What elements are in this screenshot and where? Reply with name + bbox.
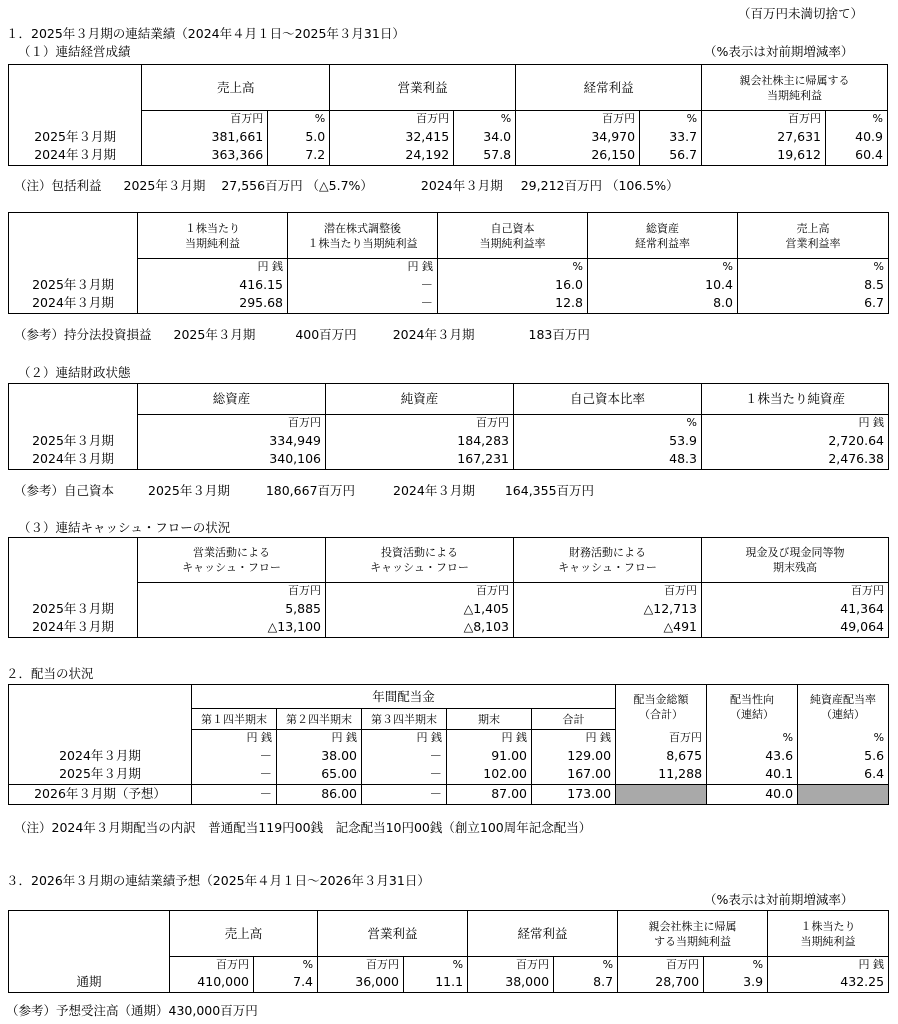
shaded-cell [798, 784, 889, 804]
header-eps: １株当たり 当期純利益 [768, 911, 889, 957]
table-row [9, 431, 889, 450]
value-cell: 40.1 [707, 765, 798, 784]
unit-cell: 円 銭 [768, 957, 889, 974]
operating-results-table [8, 64, 888, 166]
unit-cell: % [704, 957, 768, 974]
unit-cell: % [798, 730, 889, 747]
header-operating-profit: 営業利益 [330, 65, 516, 111]
value-cell: 381,661 [142, 127, 268, 146]
header-ordinary-profit: 経常利益 [468, 911, 618, 957]
forecast-table [8, 910, 889, 993]
value-cell: 5.0 [268, 127, 330, 146]
value-cell: 7.4 [254, 973, 318, 992]
value-cell: 53.9 [514, 431, 702, 450]
value-cell: 38.00 [277, 746, 362, 765]
table-row [9, 127, 888, 146]
unit-cell: 百万円 [618, 957, 704, 974]
table-row [9, 618, 889, 637]
value-cell: 6.7 [738, 294, 889, 313]
value-cell: 184,283 [326, 431, 514, 450]
unit-cell: % [707, 730, 798, 747]
unit-cell: 円 銭 [532, 730, 616, 747]
value-cell: 5.6 [798, 746, 889, 765]
unit-cell: 百万円 [516, 111, 640, 128]
unit-cell: % [454, 111, 516, 128]
value-cell: 38,000 [468, 973, 554, 992]
value-cell: 24,192 [330, 146, 454, 165]
header-annual-dividends: 年間配当金 [192, 685, 616, 709]
unit-note: （百万円未満切捨て） [738, 6, 864, 21]
value-cell: 11.1 [404, 973, 468, 992]
equity-method-note: （参考）持分法投資損益 2025年３月期 400百万円 2024年３月期 183百万円 [14, 327, 590, 342]
header-eps: １株当たり 当期純利益 [138, 213, 288, 259]
shaded-cell [616, 784, 707, 804]
value-cell: 295.68 [138, 294, 288, 313]
unit-cell: 百万円 [330, 111, 454, 128]
value-cell: － [362, 784, 447, 804]
unit-cell: 円 銭 [192, 730, 277, 747]
value-cell: 16.0 [438, 275, 588, 294]
unit-cell: 百万円 [616, 730, 707, 747]
header-cash-balance: 現金及び現金同等物 期末残高 [702, 538, 889, 583]
row-label: 2024年３月期 [9, 618, 138, 637]
header-operating-margin: 売上高 営業利益率 [738, 213, 889, 259]
row-label: 2025年３月期 [9, 431, 138, 450]
unit-cell: % [554, 957, 618, 974]
unit-cell: 百万円 [138, 583, 326, 600]
row-label: 2024年３月期 [9, 746, 192, 765]
value-cell: △12,713 [514, 599, 702, 618]
table-row [9, 275, 889, 294]
value-cell: 2,476.38 [702, 450, 889, 469]
value-cell: － [288, 275, 438, 294]
table-row [9, 973, 889, 992]
unit-cell: 円 銭 [702, 415, 889, 432]
row-label: 2025年３月期 [9, 765, 192, 784]
header-total-dividends: 配当金総額 （合計） [616, 685, 707, 730]
header-equity-ratio: 自己資本比率 [514, 384, 702, 415]
value-cell: △8,103 [326, 618, 514, 637]
unit-cell: 円 銭 [277, 730, 362, 747]
value-cell: 102.00 [447, 765, 532, 784]
unit-cell: % [268, 111, 330, 128]
unit-cell: % [254, 957, 318, 974]
value-cell: 2,720.64 [702, 431, 889, 450]
row-label: 2024年３月期 [9, 450, 138, 469]
header-operating-cf: 営業活動による キャッシュ・フロー [138, 538, 326, 583]
value-cell: 32,415 [330, 127, 454, 146]
value-cell: 8.5 [738, 275, 889, 294]
value-cell: 56.7 [640, 146, 702, 165]
table-row [9, 450, 889, 469]
value-cell: 3.9 [704, 973, 768, 992]
value-cell: 91.00 [447, 746, 532, 765]
value-cell: 8.7 [554, 973, 618, 992]
unit-cell: % [404, 957, 468, 974]
value-cell: － [192, 746, 277, 765]
unit-cell: % [738, 259, 889, 276]
value-cell: 43.6 [707, 746, 798, 765]
header-net-income: 親会社株主に帰属する 当期純利益 [702, 65, 888, 111]
table-row [9, 599, 889, 618]
unit-cell: 円 銭 [138, 259, 288, 276]
value-cell: 5,885 [138, 599, 326, 618]
value-cell: 340,106 [138, 450, 326, 469]
row-label: 2025年３月期 [9, 599, 138, 618]
table-row [9, 294, 889, 313]
header-financing-cf: 財務活動による キャッシュ・フロー [514, 538, 702, 583]
unit-cell: 百万円 [326, 415, 514, 432]
header-bps: １株当たり純資産 [702, 384, 889, 415]
subsection-2-title: （２）連結財政状態 [18, 365, 131, 380]
value-cell: 41,364 [702, 599, 889, 618]
row-label: 2025年３月期 [9, 275, 138, 294]
unit-cell: 百万円 [138, 415, 326, 432]
forecast-pct-note: （%表示は対前期増減率） [704, 892, 854, 907]
table-row [9, 784, 889, 804]
unit-cell: 百万円 [468, 957, 554, 974]
unit-cell: % [826, 111, 888, 128]
header-roa: 総資産 経常利益率 [588, 213, 738, 259]
cash-flow-table [8, 537, 889, 638]
value-cell: 416.15 [138, 275, 288, 294]
unit-cell: % [640, 111, 702, 128]
header-sales: 売上高 [170, 911, 318, 957]
value-cell: 36,000 [318, 973, 404, 992]
header-payout-ratio: 配当性向 （連結） [707, 685, 798, 730]
value-cell: 34.0 [454, 127, 516, 146]
value-cell: － [192, 765, 277, 784]
header-net-income: 親会社株主に帰属 する当期純利益 [618, 911, 768, 957]
header-q3: 第３四半期末 [362, 709, 447, 730]
value-cell: 27,631 [702, 127, 826, 146]
value-cell: 167,231 [326, 450, 514, 469]
value-cell: 60.4 [826, 146, 888, 165]
value-cell: － [362, 765, 447, 784]
header-q2: 第２四半期末 [277, 709, 362, 730]
order-forecast-note: （参考）予想受注高（通期）430,000百万円 [6, 1003, 258, 1018]
header-sales: 売上高 [142, 65, 330, 111]
unit-cell: 百万円 [170, 957, 254, 974]
row-label: 2024年３月期 [9, 294, 138, 313]
unit-cell: % [514, 415, 702, 432]
value-cell: － [192, 784, 277, 804]
header-total: 合計 [532, 709, 616, 730]
unit-cell: 百万円 [702, 583, 889, 600]
value-cell: 87.00 [447, 784, 532, 804]
dividends-table [8, 684, 889, 805]
unit-cell: 百万円 [318, 957, 404, 974]
dividend-note: （注）2024年３月期配当の内訳 普通配当119円00銭 記念配当10円00銭（創立100周年記念配当） [14, 820, 592, 835]
unit-cell: % [438, 259, 588, 276]
financial-position-table [8, 383, 889, 470]
value-cell: 8.0 [588, 294, 738, 313]
header-ordinary-profit: 経常利益 [516, 65, 702, 111]
value-cell: 11,288 [616, 765, 707, 784]
value-cell: 173.00 [532, 784, 616, 804]
unit-cell: 円 銭 [362, 730, 447, 747]
value-cell: △491 [514, 618, 702, 637]
equity-capital-note: （参考）自己資本 2025年３月期 180,667百万円 2024年３月期 164,355百万円 [14, 483, 595, 498]
value-cell: 7.2 [268, 146, 330, 165]
value-cell: 33.7 [640, 127, 702, 146]
value-cell: 86.00 [277, 784, 362, 804]
value-cell: 57.8 [454, 146, 516, 165]
header-net-assets: 純資産 [326, 384, 514, 415]
table-row [9, 746, 889, 765]
subsection-3-title: （３）連結キャッシュ・フローの状況 [18, 520, 231, 535]
value-cell: 363,366 [142, 146, 268, 165]
value-cell: 12.8 [438, 294, 588, 313]
value-cell: 40.9 [826, 127, 888, 146]
value-cell: 10.4 [588, 275, 738, 294]
pct-note: （%表示は対前期増減率） [704, 44, 854, 59]
value-cell: 6.4 [798, 765, 889, 784]
value-cell: 40.0 [707, 784, 798, 804]
value-cell: 410,000 [170, 973, 254, 992]
header-investing-cf: 投資活動による キャッシュ・フロー [326, 538, 514, 583]
value-cell: 65.00 [277, 765, 362, 784]
value-cell: 26,150 [516, 146, 640, 165]
unit-cell: % [588, 259, 738, 276]
unit-cell: 百万円 [142, 111, 268, 128]
per-share-table [8, 212, 889, 314]
header-q1: 第１四半期末 [192, 709, 277, 730]
section-2-title: ２．配当の状況 [6, 666, 94, 681]
value-cell: － [362, 746, 447, 765]
unit-cell: 百万円 [326, 583, 514, 600]
value-cell: 19,612 [702, 146, 826, 165]
value-cell: 8,675 [616, 746, 707, 765]
value-cell: 49,064 [702, 618, 889, 637]
row-label: 2024年３月期 [9, 146, 142, 165]
value-cell: 48.3 [514, 450, 702, 469]
table-row [9, 146, 888, 165]
unit-cell: 円 銭 [288, 259, 438, 276]
unit-cell: 百万円 [702, 111, 826, 128]
value-cell: 129.00 [532, 746, 616, 765]
value-cell: 432.25 [768, 973, 889, 992]
value-cell: － [288, 294, 438, 313]
unit-cell: 円 銭 [447, 730, 532, 747]
table-row [9, 765, 889, 784]
row-label: 通期 [9, 973, 170, 992]
row-label: 2026年３月期（予想） [9, 784, 192, 804]
section-1-title: １．2025年３月期の連結業績（2024年４月１日～2025年３月31日） [6, 26, 405, 41]
row-label: 2025年３月期 [9, 127, 142, 146]
value-cell: △1,405 [326, 599, 514, 618]
subsection-1-title: （１）連結経営成績 [18, 44, 131, 59]
value-cell: 334,949 [138, 431, 326, 450]
section-3-title: ３．2026年３月期の連結業績予想（2025年４月１日～2026年３月31日） [6, 873, 430, 888]
header-roe: 自己資本 当期純利益率 [438, 213, 588, 259]
value-cell: 34,970 [516, 127, 640, 146]
comprehensive-income-note: （注）包括利益 2025年３月期 27,556百万円 （△5.7%） 2024年３月期 29,212百万円 （106.5%） [14, 178, 679, 193]
header-doe: 純資産配当率 （連結） [798, 685, 889, 730]
value-cell: △13,100 [138, 618, 326, 637]
value-cell: 28,700 [618, 973, 704, 992]
header-total-assets: 総資産 [138, 384, 326, 415]
header-operating-profit: 営業利益 [318, 911, 468, 957]
header-diluted-eps: 潜在株式調整後 １株当たり当期純利益 [288, 213, 438, 259]
value-cell: 167.00 [532, 765, 616, 784]
unit-cell: 百万円 [514, 583, 702, 600]
header-year-end: 期末 [447, 709, 532, 730]
